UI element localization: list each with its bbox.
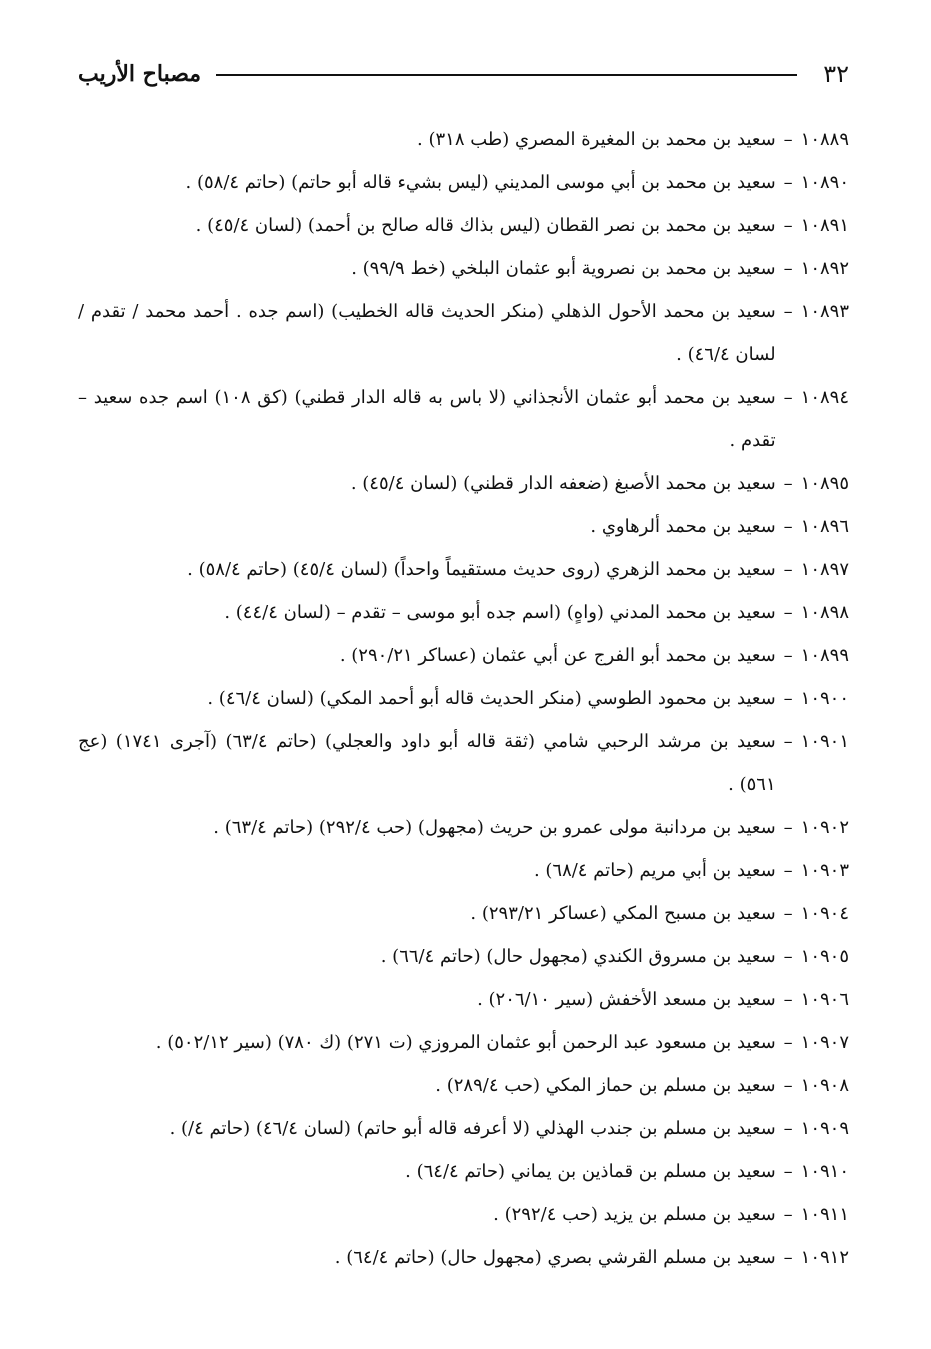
entry-separator: – [783, 602, 793, 623]
entry-text: سعيد بن مسعد الأخفش (سير ٢٠٦/١٠) . [477, 989, 776, 1010]
page-header [78, 56, 849, 92]
entry-number: ١٠٨٩٢ [800, 258, 849, 279]
entry-separator: – [783, 172, 793, 193]
entry-number: ١٠٩٠٧ [800, 1032, 849, 1053]
entry-separator: – [783, 1032, 793, 1053]
list-item [78, 118, 849, 161]
entry-text: سعيد بن محمد المدني (واهٍ) (اسم جده أبو موسى – تقدم – (لسان ٤٤/٤) . [224, 602, 776, 623]
list-item [78, 1193, 849, 1236]
entry-text: سعيد بن محمد أبو عثمان الأنجذاني (لا باس به قاله الدار قطني) (كق ١٠٨) اسم جده سعيد – تقدم . [78, 387, 776, 451]
entry-text: سعيد بن محمد الزهري (روى حديث مستقيماً واحداً) (لسان ٤٥/٤) (حاتم ٥٨/٤) . [187, 559, 776, 580]
list-item [78, 548, 849, 591]
entry-separator: – [783, 946, 793, 967]
entry-separator: – [783, 989, 793, 1010]
entry-number: ١٠٨٩٩ [800, 645, 849, 666]
list-item [78, 978, 849, 1021]
entry-number: ١٠٨٩٧ [800, 559, 849, 580]
entry-text: سعيد بن مسلم بن جندب الهذلي (لا أعرفه قاله أبو حاتم) (لسان ٤٦/٤) (حاتم ٤/) . [169, 1118, 776, 1139]
entry-number: ١٠٩٠٤ [800, 903, 849, 924]
entry-number: ١٠٩١٢ [800, 1247, 849, 1268]
entry-separator: – [783, 473, 793, 494]
entry-text: سعيد بن محمد بن المغيرة المصري (طب ٣١٨) . [417, 129, 776, 150]
entry-text: سعيد بن مسبح المكي (عساكر ٢٩٣/٢١) . [470, 903, 776, 924]
list-item [78, 1107, 849, 1150]
list-item [78, 1236, 849, 1279]
entry-text: سعيد بن مسلم القرشي بصري (مجهول حال) (حاتم ٦٤/٤) . [334, 1247, 776, 1268]
list-item [78, 591, 849, 634]
entry-separator: – [783, 258, 793, 279]
entry-separator: – [783, 215, 793, 236]
list-item [78, 892, 849, 935]
entry-number: ١٠٨٩٣ [800, 301, 849, 322]
entry-separator: – [783, 516, 793, 537]
entry-text: سعيد بن مسلم بن حماز المكي (حب ٢٨٩/٤) . [435, 1075, 776, 1096]
entry-text: سعيد بن مسروق الكندي (مجهول حال) (حاتم ٦٦/٤) . [380, 946, 776, 967]
list-item [78, 161, 849, 204]
entry-text: سعيد بن محمد الأصبغ (ضعفه الدار قطني) (لسان ٤٥/٤) . [350, 473, 776, 494]
entry-number: ١٠٨٩٨ [800, 602, 849, 623]
entry-number: ١٠٨٩١ [800, 215, 849, 236]
entry-number: ١٠٩١١ [800, 1204, 849, 1225]
entry-separator: – [783, 1118, 793, 1139]
list-item [78, 247, 849, 290]
entry-number: ١٠٩٠٩ [800, 1118, 849, 1139]
list-item [78, 634, 849, 677]
page-number: ٣٢ [823, 60, 849, 88]
entry-separator: – [783, 559, 793, 580]
list-item [78, 806, 849, 849]
entry-separator: – [783, 688, 793, 709]
entry-separator: – [783, 903, 793, 924]
entry-number: ١٠٩٠٥ [800, 946, 849, 967]
entry-text: سعيد بن محمد أبو الفرج عن أبي عثمان (عساكر ٢٩٠/٢١) . [339, 645, 776, 666]
entry-number: ١٠٩٠٦ [800, 989, 849, 1010]
entry-separator: – [783, 731, 793, 752]
entry-list [78, 118, 849, 1279]
entry-number: ١٠٨٩٥ [800, 473, 849, 494]
list-item [78, 1064, 849, 1107]
entry-number: ١٠٩٠١ [800, 731, 849, 752]
entry-separator: – [783, 860, 793, 881]
list-item [78, 376, 849, 462]
list-item [78, 204, 849, 247]
entry-number: ١٠٨٨٩ [800, 129, 849, 150]
running-title: مصباح الأريب [78, 61, 202, 87]
entry-number: ١٠٩٠٠ [800, 688, 849, 709]
entry-separator: – [783, 301, 793, 322]
entry-text: سعيد بن محمد بن نصروية أبو عثمان البلخي (خط ٩٩/٩) . [351, 258, 776, 279]
list-item [78, 677, 849, 720]
list-item [78, 849, 849, 892]
entry-text: سعيد بن مردانبة مولى عمرو بن حريث (مجهول) (حب ٢٩٢/٤) (حاتم ٦٣/٤) . [213, 817, 776, 838]
entry-text: سعيد بن مسلم بن قماذين بن يماني (حاتم ٦٤/٤) . [405, 1161, 776, 1182]
entry-separator: – [783, 129, 793, 150]
list-item [78, 935, 849, 978]
entry-number: ١٠٨٩٠ [800, 172, 849, 193]
list-item [78, 290, 849, 376]
entry-text: سعيد بن محمد الأحول الذهلي (منكر الحديث قاله الخطيب) (اسم جده . أحمد محمد / تقدم / لسان ٤٦/٤) . [78, 301, 776, 365]
entry-number: ١٠٩٠٢ [800, 817, 849, 838]
list-item [78, 1150, 849, 1193]
list-item [78, 1021, 849, 1064]
entry-separator: – [783, 1075, 793, 1096]
entry-number: ١٠٩٠٨ [800, 1075, 849, 1096]
entry-text: سعيد بن مسلم بن يزيد (حب ٢٩٢/٤) . [493, 1204, 776, 1225]
entry-text: سعيد بن مسعود عبد الرحمن أبو عثمان المروزي (ت ٢٧١) (ك ٧٨٠) (سير ٥٠٢/١٢) . [155, 1032, 776, 1053]
list-item [78, 462, 849, 505]
entry-number: ١٠٨٩٤ [800, 387, 849, 408]
entry-separator: – [783, 387, 793, 408]
entry-number: ١٠٨٩٦ [800, 516, 849, 537]
entry-separator: – [783, 1161, 793, 1182]
entry-separator: – [783, 645, 793, 666]
header-rule [216, 74, 797, 76]
entry-text: سعيد بن محمد بن نصر القطان (ليس بذاك قاله صالح بن أحمد) (لسان ٤٥/٤) . [195, 215, 776, 236]
entry-text: سعيد بن مرشد الرحبي شامي (ثقة قاله أبو داود والعجلي) (حاتم ٦٣/٤) (آجرى ١٧٤١) (عج ٥٦١) . [78, 731, 776, 795]
entry-text: سعيد بن أبي مريم (حاتم ٦٨/٤) . [533, 860, 776, 881]
entry-text: سعيد بن محمد ألرهاوي . [590, 516, 776, 537]
entry-separator: – [783, 1247, 793, 1268]
entry-separator: – [783, 1204, 793, 1225]
entry-number: ١٠٩٠٣ [800, 860, 849, 881]
entry-number: ١٠٩١٠ [800, 1161, 849, 1182]
entry-text: سعيد بن محمود الطوسي (منكر الحديث قاله أبو أحمد المكي) (لسان ٤٦/٤) . [207, 688, 776, 709]
list-item [78, 505, 849, 548]
entry-separator: – [783, 817, 793, 838]
entry-text: سعيد بن محمد بن أبي موسى المديني (ليس بشيء قاله أبو حاتم) (حاتم ٥٨/٤) . [185, 172, 776, 193]
list-item [78, 720, 849, 806]
